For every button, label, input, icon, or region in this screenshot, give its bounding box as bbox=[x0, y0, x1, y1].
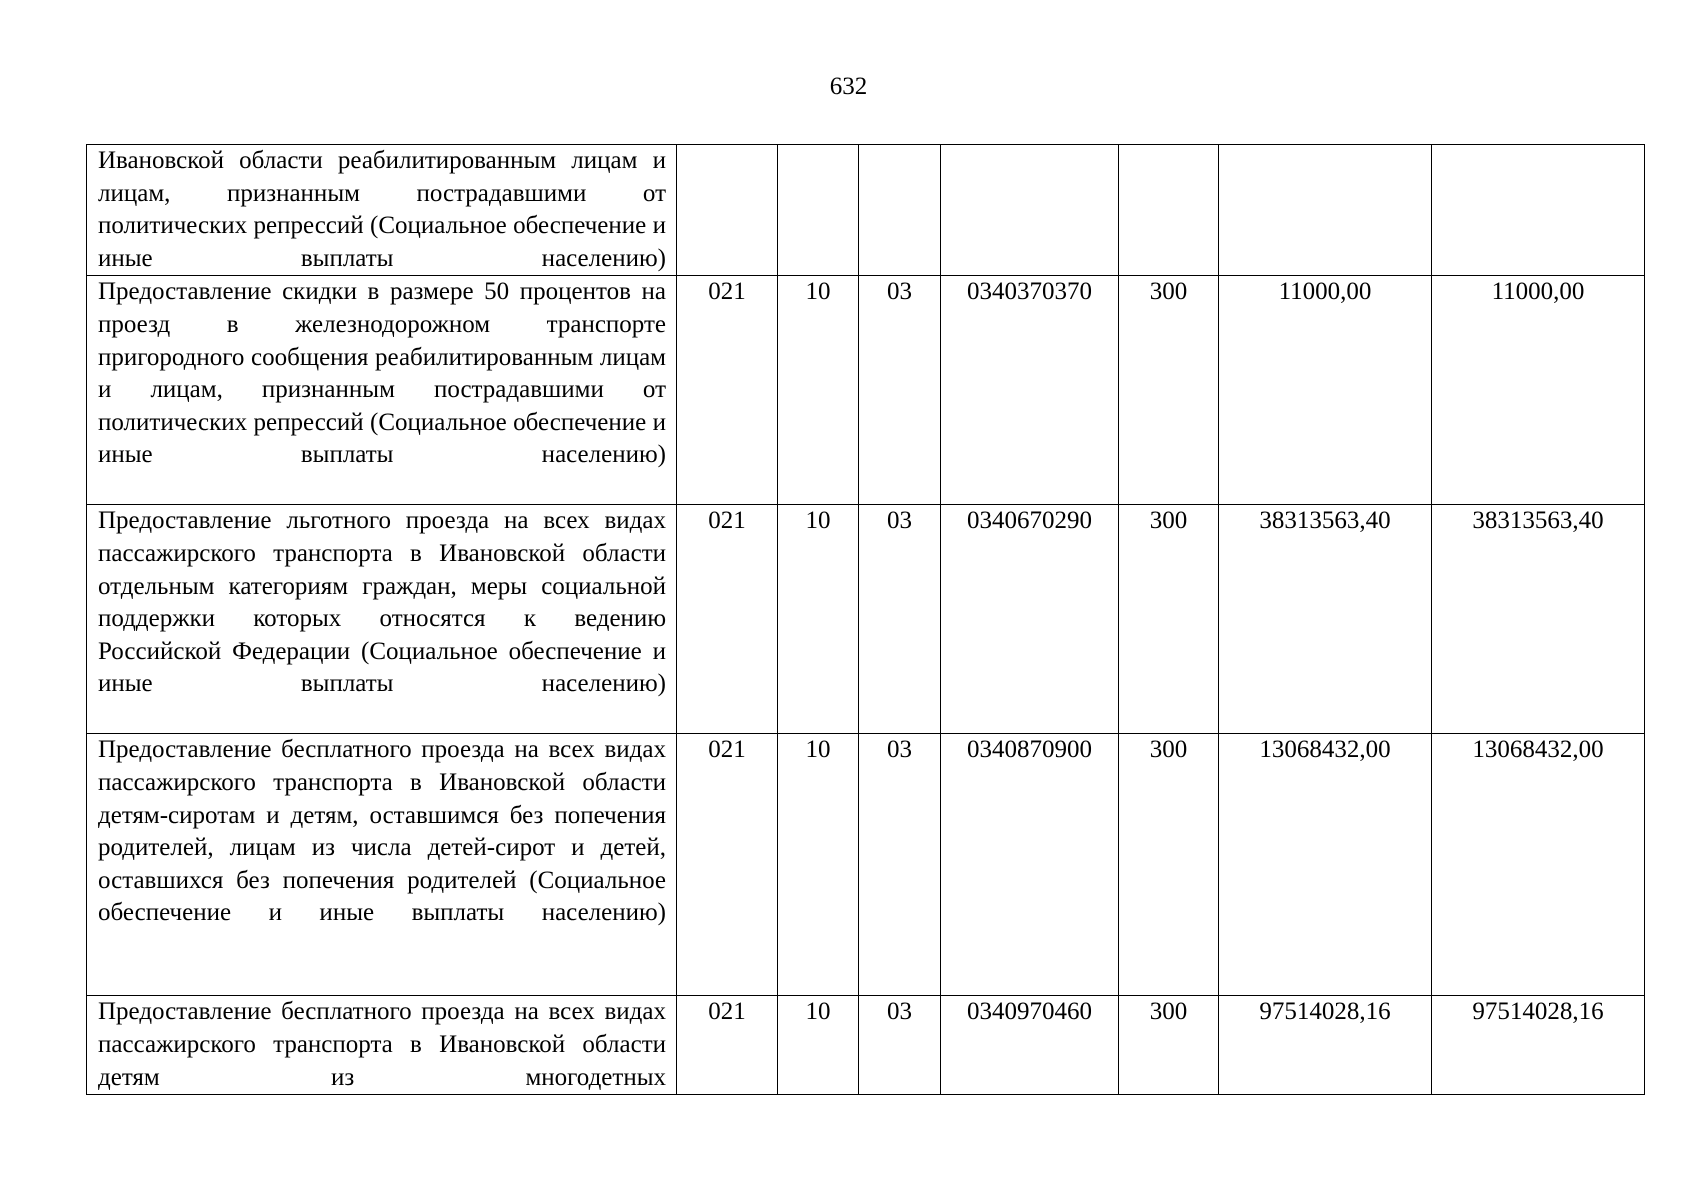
subsection-code: 03 bbox=[859, 734, 941, 996]
table-row bbox=[87, 996, 1645, 1095]
ministry-code bbox=[677, 145, 778, 276]
section-code: 10 bbox=[778, 734, 859, 996]
expense-description: Предоставление бесплатного проезда на всех видах пассажирского транспорта в Ивановской области детям-сиротам и детям, оставшимся без попечения родителей, лицам из числа детей-сирот и детей, оставшихся без попечения родителей (Социальное обеспечение и иные выплаты населению) bbox=[87, 734, 677, 996]
amount-second: 38313563,40 bbox=[1432, 505, 1645, 734]
expense-type-code bbox=[1119, 145, 1219, 276]
amount-first bbox=[1219, 145, 1432, 276]
expense-type-code: 300 bbox=[1119, 505, 1219, 734]
expense-description: Предоставление льготного проезда на всех видах пассажирского транспорта в Ивановской области отдельным категориям граждан, меры социальной поддержки которых относятся к ведению Российской Федерации (Социальное обеспечение и иные выплаты населению) bbox=[87, 505, 677, 734]
ministry-code: 021 bbox=[677, 276, 778, 505]
section-code bbox=[778, 145, 859, 276]
target-article-code: 0340370370 bbox=[941, 276, 1119, 505]
target-article-code: 0340970460 bbox=[941, 996, 1119, 1095]
amount-second: 13068432,00 bbox=[1432, 734, 1645, 996]
table-row bbox=[87, 734, 1645, 996]
amount-first: 38313563,40 bbox=[1219, 505, 1432, 734]
ministry-code: 021 bbox=[677, 734, 778, 996]
amount-first: 13068432,00 bbox=[1219, 734, 1432, 996]
expense-description: Ивановской области реабилитированным лицам и лицам, признанным пострадавшими от политических репрессий (Социальное обеспечение и иные выплаты населению) bbox=[87, 145, 677, 276]
ministry-code: 021 bbox=[677, 505, 778, 734]
section-code: 10 bbox=[778, 505, 859, 734]
page-number: 632 bbox=[829, 73, 868, 100]
amount-first: 11000,00 bbox=[1219, 276, 1432, 505]
table-row bbox=[87, 505, 1645, 734]
amount-second: 11000,00 bbox=[1432, 276, 1645, 505]
amount-second bbox=[1432, 145, 1645, 276]
expense-description: Предоставление скидки в размере 50 процентов на проезд в железнодорожном транспорте пригородного сообщения реабилитированным лицам и лицам, признанным пострадавшими от политических репрессий (Социальное обеспечение и иные выплаты населению) bbox=[87, 276, 677, 505]
amount-first: 97514028,16 bbox=[1219, 996, 1432, 1095]
subsection-code: 03 bbox=[859, 505, 941, 734]
target-article-code bbox=[941, 145, 1119, 276]
table-row bbox=[87, 145, 1645, 276]
section-code: 10 bbox=[778, 996, 859, 1095]
subsection-code: 03 bbox=[859, 276, 941, 505]
ministry-code: 021 bbox=[677, 996, 778, 1095]
expense-type-code: 300 bbox=[1119, 276, 1219, 505]
amount-second: 97514028,16 bbox=[1432, 996, 1645, 1095]
expense-type-code: 300 bbox=[1119, 734, 1219, 996]
expense-description: Предоставление бесплатного проезда на всех видах пассажирского транспорта в Ивановской области детям из многодетных bbox=[87, 996, 677, 1095]
expense-type-code: 300 bbox=[1119, 996, 1219, 1095]
section-code: 10 bbox=[778, 276, 859, 505]
budget-table bbox=[86, 144, 1645, 1095]
subsection-code bbox=[859, 145, 941, 276]
table-row bbox=[87, 276, 1645, 505]
subsection-code: 03 bbox=[859, 996, 941, 1095]
target-article-code: 0340670290 bbox=[941, 505, 1119, 734]
target-article-code: 0340870900 bbox=[941, 734, 1119, 996]
